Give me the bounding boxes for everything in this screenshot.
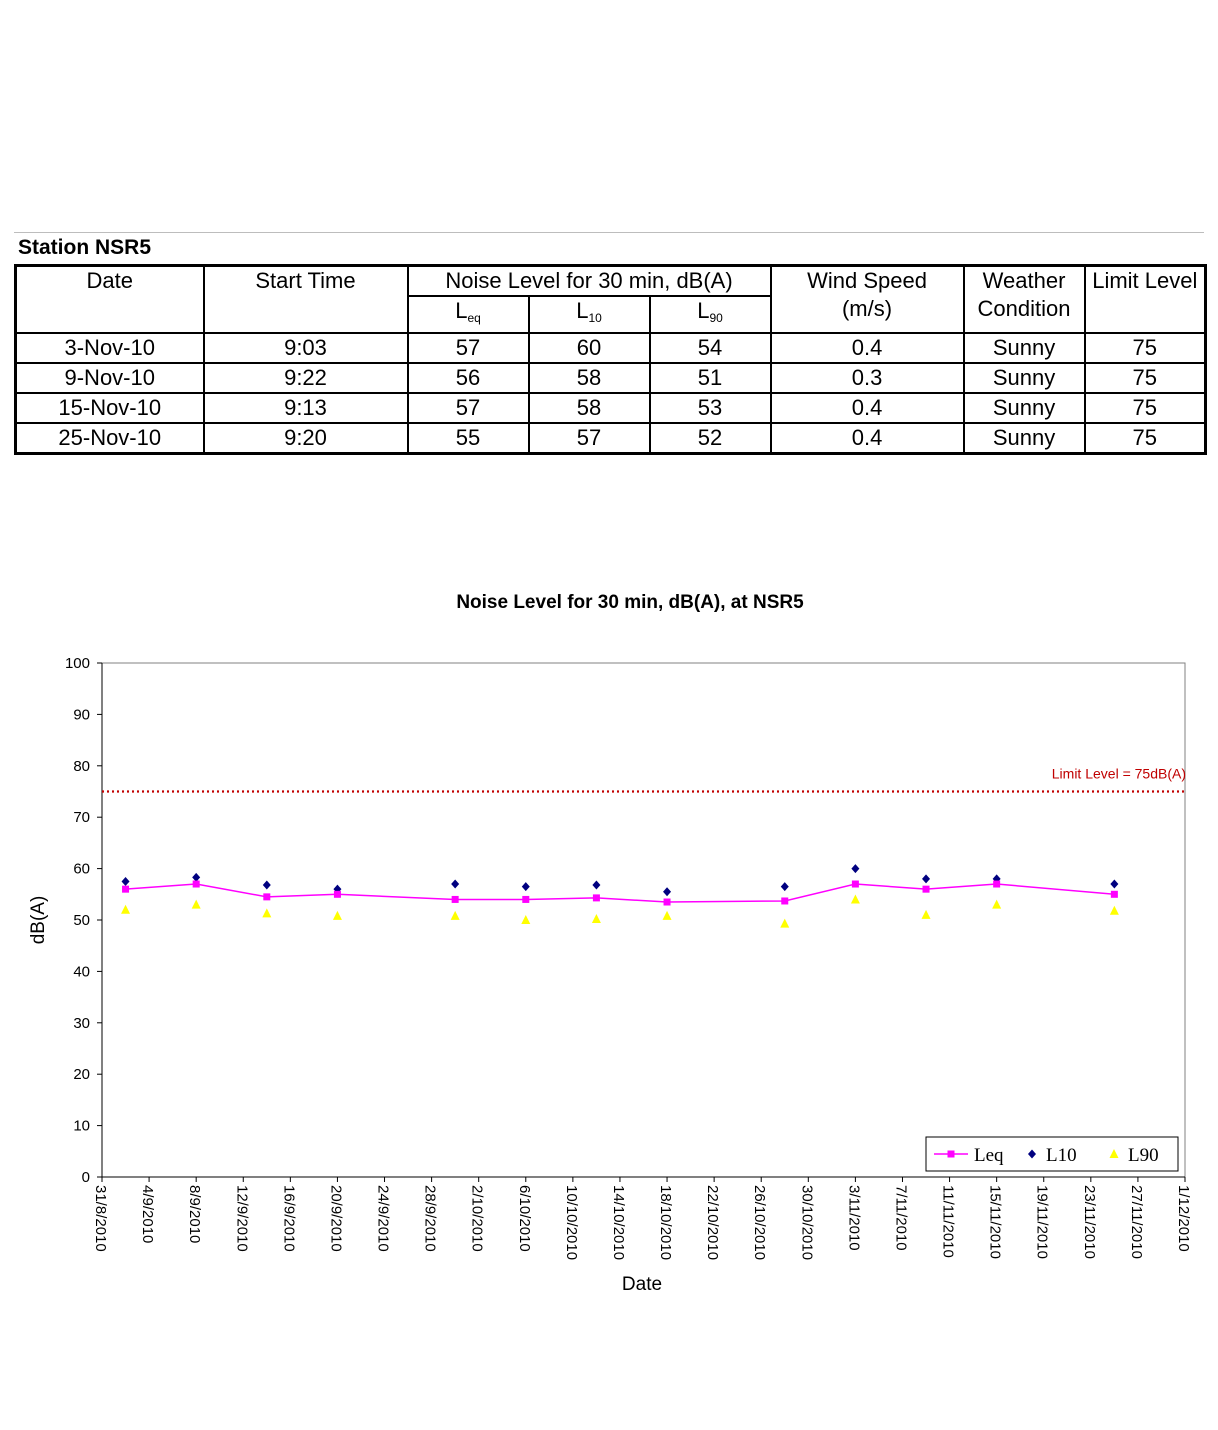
y-tick-label: 100: [64, 655, 90, 672]
x-tick-label: 27/11/2010: [1127, 1185, 1145, 1259]
point-l90: [592, 914, 601, 923]
y-tick-label: 20: [73, 1066, 90, 1084]
header-leq-sub: eq: [467, 311, 481, 325]
y-tick-label: 30: [73, 1014, 90, 1032]
point-leq: [522, 896, 529, 903]
cell-start-time: 9:03: [204, 333, 408, 363]
cell-leq: 57: [408, 393, 529, 423]
point-leq: [593, 894, 600, 901]
cell-leq: 56: [408, 363, 529, 393]
header-l90-sub: 90: [709, 311, 723, 325]
table-row: [16, 393, 1206, 423]
cell-limit: 75: [1085, 423, 1206, 454]
cell-start-time: 9:20: [204, 423, 408, 454]
header-wind-speed-line1: Wind Speed: [807, 268, 927, 293]
legend-label: L90: [1128, 1145, 1159, 1166]
point-l10: [781, 882, 789, 891]
header-l10: [529, 296, 650, 333]
point-l90: [333, 911, 342, 920]
header-l10-base: L: [576, 298, 589, 323]
cell-weather: Sunny: [964, 393, 1085, 423]
cell-l90: 54: [650, 333, 771, 363]
cell-limit: 75: [1085, 333, 1206, 363]
x-tick-label: 28/9/2010: [421, 1185, 439, 1252]
point-leq: [923, 886, 930, 893]
point-l10: [592, 881, 600, 890]
x-tick-label: 20/9/2010: [327, 1185, 345, 1252]
cell-start-time: 9:22: [204, 363, 408, 393]
x-tick-label: 16/9/2010: [280, 1185, 298, 1252]
x-tick-label: 15/11/2010: [986, 1185, 1004, 1259]
cell-start-time: 9:13: [204, 393, 408, 423]
point-leq: [452, 896, 459, 903]
header-limit-level: Limit Level: [1085, 266, 1206, 334]
point-l10: [922, 874, 930, 883]
cell-date: 25-Nov-10: [16, 423, 204, 454]
cell-l10: 57: [529, 423, 650, 454]
point-leq: [193, 881, 200, 888]
point-l10: [1110, 880, 1118, 889]
header-l90-base: L: [697, 298, 710, 323]
y-axis-title: dB(A): [28, 895, 49, 945]
point-leq: [1111, 891, 1118, 898]
legend-label: L10: [1046, 1145, 1077, 1166]
x-tick-label: 8/9/2010: [186, 1185, 204, 1244]
x-tick-label: 22/10/2010: [704, 1185, 722, 1261]
point-l90: [780, 919, 789, 928]
cell-l10: 58: [529, 363, 650, 393]
x-tick-label: 12/9/2010: [233, 1185, 251, 1252]
x-tick-label: 31/8/2010: [92, 1185, 109, 1252]
point-l90: [992, 900, 1001, 909]
point-l10: [263, 881, 271, 890]
x-axis-title: Date: [621, 1274, 663, 1295]
x-tick-label: 14/10/2010: [609, 1185, 627, 1261]
point-l10: [522, 882, 530, 891]
legend-marker-leq: [948, 1151, 955, 1158]
point-leq: [122, 886, 129, 893]
legend-label: Leq: [974, 1145, 1004, 1166]
point-leq: [263, 893, 270, 900]
cell-weather: Sunny: [964, 363, 1085, 393]
station-title: Station NSR5: [18, 236, 152, 259]
point-l90: [521, 915, 530, 924]
y-tick-label: 50: [73, 912, 90, 929]
cell-limit: 75: [1085, 393, 1206, 423]
x-tick-label: 1/12/2010: [1175, 1185, 1192, 1252]
cell-date: 9-Nov-10: [16, 363, 204, 393]
x-tick-label: 18/10/2010: [657, 1185, 675, 1261]
header-weather-line1: Weather: [982, 268, 1066, 293]
cell-limit: 75: [1085, 363, 1206, 393]
x-tick-label: 24/9/2010: [374, 1185, 392, 1252]
table-row: [16, 423, 1206, 454]
noise-table: [14, 264, 1207, 455]
table-row: [16, 333, 1206, 363]
cell-wind: 0.4: [771, 393, 964, 423]
cell-l10: 60: [529, 333, 650, 363]
point-leq: [993, 881, 1000, 888]
noise-chart: [0, 640, 1218, 1320]
cell-weather: Sunny: [964, 423, 1085, 454]
x-tick-label: 7/11/2010: [892, 1185, 910, 1251]
header-leq: [408, 296, 529, 333]
point-l10: [851, 864, 859, 873]
x-tick-label: 11/11/2010: [939, 1185, 957, 1258]
point-l90: [451, 911, 460, 920]
cell-l90: 51: [650, 363, 771, 393]
top-divider: [14, 232, 1204, 233]
point-leq: [334, 891, 341, 898]
cell-l90: 53: [650, 393, 771, 423]
point-l90: [121, 905, 130, 914]
y-tick-label: 60: [73, 860, 90, 878]
cell-wind: 0.3: [771, 363, 964, 393]
y-tick-label: 70: [73, 809, 90, 827]
point-l90: [922, 910, 931, 919]
y-tick-label: 10: [73, 1117, 90, 1135]
x-tick-label: 3/11/2010: [845, 1185, 863, 1251]
header-l90: [650, 296, 771, 333]
header-noise-level: Noise Level for 30 min, dB(A): [408, 266, 771, 297]
point-l10: [451, 880, 459, 889]
point-l90: [192, 900, 201, 909]
header-leq-base: L: [455, 298, 468, 323]
x-tick-label: 2/10/2010: [468, 1185, 486, 1252]
x-tick-label: 26/10/2010: [751, 1185, 769, 1261]
point-l90: [262, 908, 271, 917]
header-date: Date: [16, 266, 204, 334]
point-l90: [851, 894, 860, 903]
x-tick-label: 4/9/2010: [139, 1185, 157, 1244]
cell-wind: 0.4: [771, 333, 964, 363]
x-tick-label: 10/10/2010: [562, 1185, 580, 1261]
header-wind-speed-line2: (m/s): [841, 296, 893, 321]
point-leq: [781, 897, 788, 904]
plot-area: [102, 663, 1185, 1177]
point-l10: [192, 873, 200, 882]
point-leq: [852, 881, 859, 888]
point-l90: [663, 911, 672, 920]
cell-wind: 0.4: [771, 423, 964, 454]
y-tick-label: 40: [73, 963, 90, 981]
chart-title: Noise Level for 30 min, dB(A), at NSR5: [456, 592, 804, 613]
x-tick-label: 23/11/2010: [1080, 1185, 1098, 1259]
x-tick-label: 6/10/2010: [515, 1185, 533, 1252]
header-start-time: Start Time: [204, 266, 408, 334]
point-l90: [1110, 906, 1119, 915]
x-tick-label: 19/11/2010: [1033, 1185, 1051, 1259]
point-leq: [664, 899, 671, 906]
cell-weather: Sunny: [964, 333, 1085, 363]
series-line-leq: [126, 884, 1115, 902]
y-tick-label: 0: [81, 1169, 90, 1186]
cell-date: 15-Nov-10: [16, 393, 204, 423]
cell-date: 3-Nov-10: [16, 333, 204, 363]
header-row: [16, 266, 1206, 297]
y-tick-label: 80: [73, 757, 90, 775]
header-weather-line2: Condition: [977, 296, 1071, 321]
cell-leq: 55: [408, 423, 529, 454]
header-weather: [964, 266, 1085, 334]
table-row: [16, 363, 1206, 393]
y-tick-label: 90: [73, 706, 90, 724]
header-l10-sub: 10: [588, 311, 602, 325]
cell-leq: 57: [408, 333, 529, 363]
cell-l90: 52: [650, 423, 771, 454]
cell-l10: 58: [529, 393, 650, 423]
point-l10: [663, 887, 671, 896]
limit-line-label: Limit Level = 75dB(A): [1051, 765, 1186, 782]
header-wind-speed: [771, 266, 964, 334]
x-tick-label: 30/10/2010: [798, 1185, 816, 1261]
point-l10: [122, 877, 130, 886]
